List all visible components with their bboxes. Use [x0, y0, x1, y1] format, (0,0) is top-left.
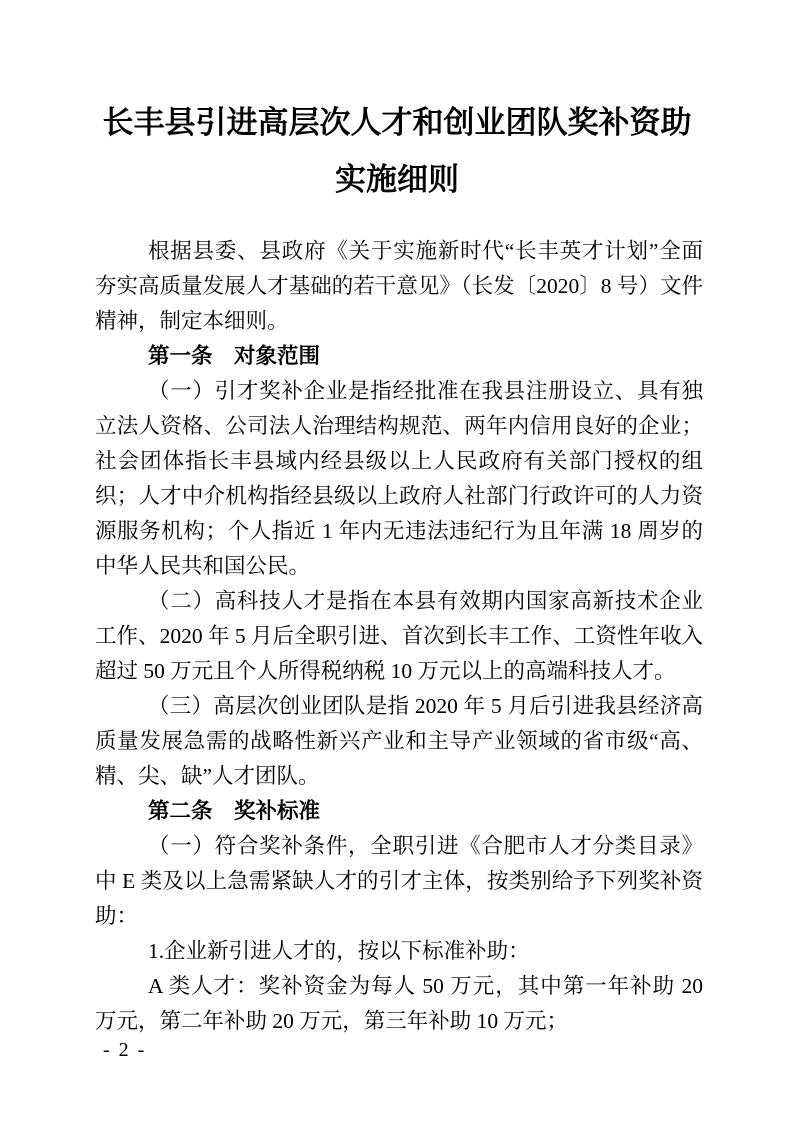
doc-paragraph-clause-1-1: （一）引才奖补企业是指经批准在我县注册设立、具有独立法人资格、公司法人治理结构规范、两年内信用良好的企业；社会团体指长丰县域内经县级以上人民政府有关部门授权的组织；人才中介机构指经县级以上政府人社部门行政许可的人力资源服务机构；个人指近 1 年内无违法违纪行为且年满 18 周岁的中华人民共和国公民。	[95, 379, 703, 578]
document-title-line2: 实施细则	[335, 162, 459, 197]
section-heading-article-2: 第二条 奖补标准	[148, 799, 321, 823]
doc-paragraph-clause-1-3: （三）高层次创业团队是指 2020 年 5 月后引进我县经济高质量发展急需的战略性新兴产业和主导产业领域的省市级“高、精、尖、缺”人才团队。	[95, 694, 703, 788]
doc-paragraph-class-a-talent: A 类人才：奖补资金为每人 50 万元，其中第一年补助 20 万元，第二年补助 20 万元，第三年补助 10 万元；	[95, 974, 703, 1033]
document-title	[0, 0, 794, 208]
doc-paragraph-clause-1-2: （二）高科技人才是指在本县有效期内国家高新技术企业工作、2020 年 5 月后全职引进、首次到长丰工作、工资性年收入超过 50 万元且个人所得税纳税 10 万元以上的高端科技人才。	[95, 589, 703, 683]
doc-paragraph-clause-2-1-item1: 1.企业新引进人才的，按以下标准补助：	[148, 939, 530, 963]
doc-paragraph-clause-2-1: （一）符合奖补条件，全职引进《合肥市人才分类目录》中 E 类及以上急需紧缺人才的引才主体，按类别给予下列奖补资助：	[95, 834, 703, 928]
document-body	[95, 234, 703, 1039]
page-number: - 2 -	[103, 1039, 147, 1061]
doc-paragraph-intro: 根据县委、县政府《关于实施新时代“长丰英才计划”全面夯实高质量发展人才基础的若干意见》（长发〔2020〕8 号）文件精神，制定本细则。	[95, 239, 703, 333]
document-title-line1: 长丰县引进高层次人才和创业团队奖补资助	[102, 105, 692, 140]
section-heading-article-1: 第一条 对象范围	[148, 344, 321, 368]
